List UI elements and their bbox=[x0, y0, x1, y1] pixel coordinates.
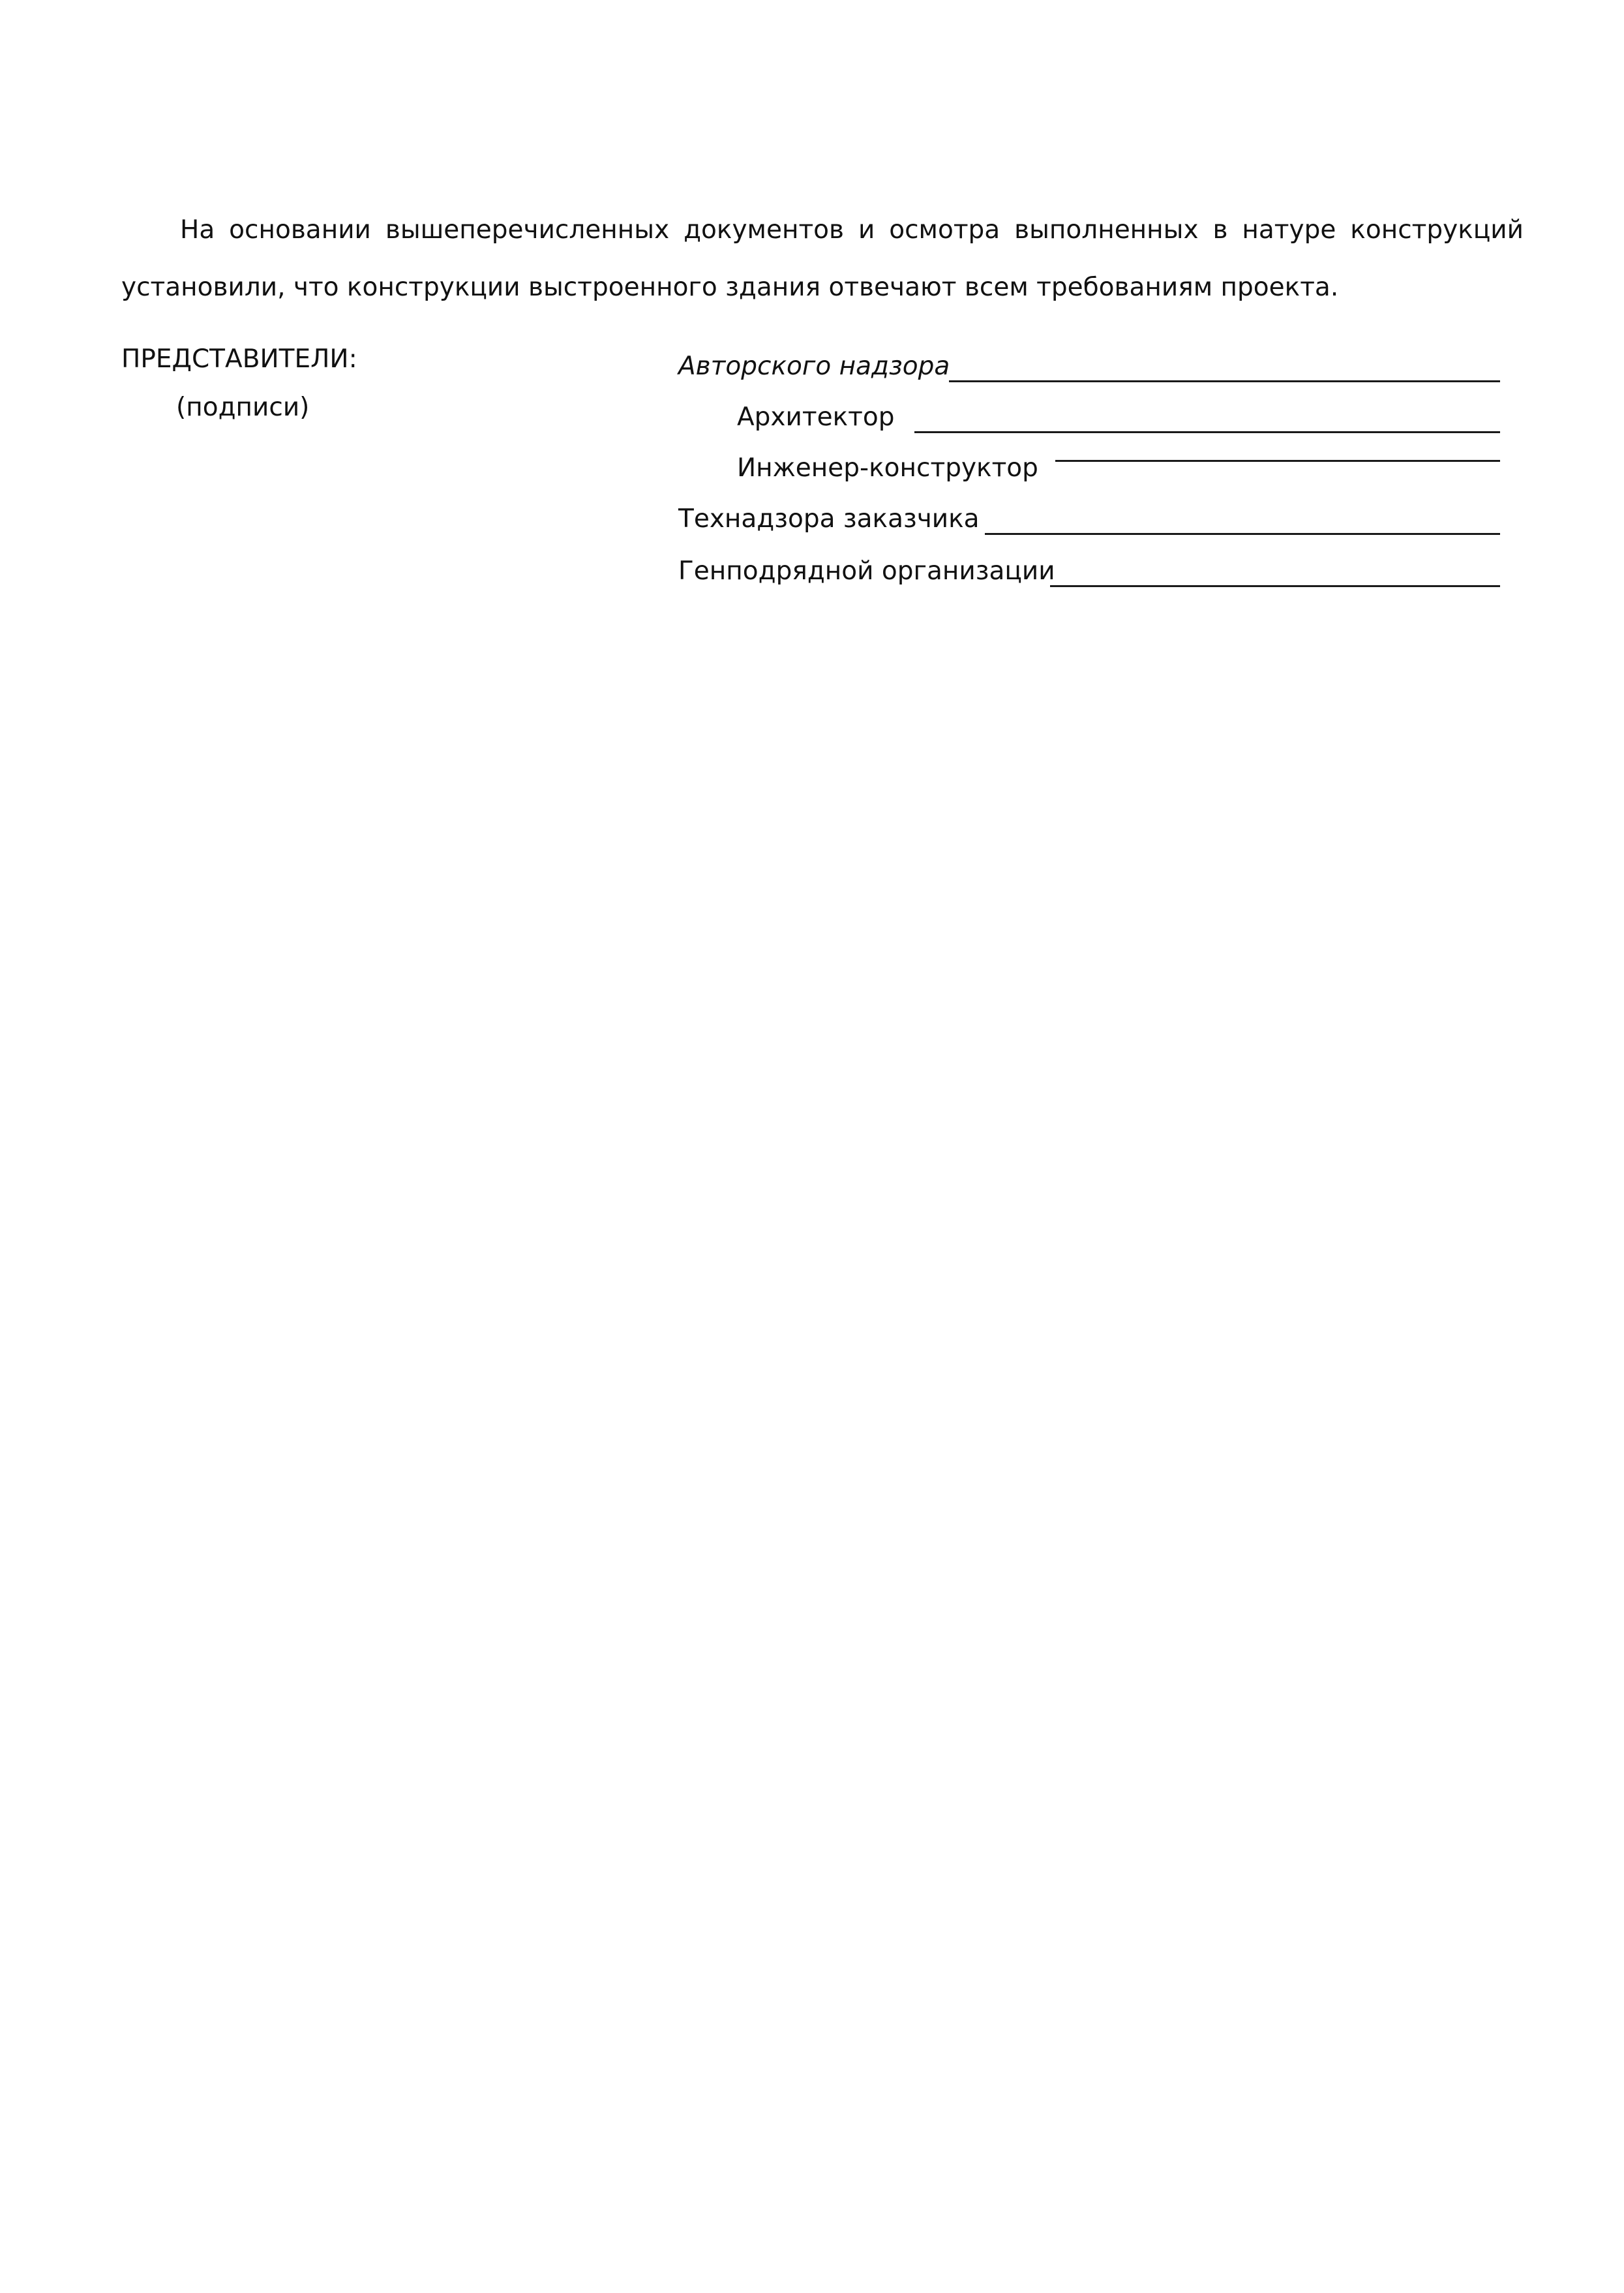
signature-row-author-supervision bbox=[678, 347, 1500, 386]
signature-line-customer-supervision[interactable] bbox=[985, 533, 1500, 535]
signature-label-customer-supervision: Технадзора заказчика bbox=[678, 504, 980, 534]
signature-row-general-contractor bbox=[678, 552, 1500, 591]
signature-line-structural-engineer[interactable] bbox=[1055, 460, 1500, 462]
signature-label-architect: Архитектор bbox=[737, 402, 895, 432]
signature-label-general-contractor: Генподрядной организации bbox=[678, 556, 1055, 586]
signature-row-architect bbox=[678, 398, 1500, 437]
signature-label-structural-engineer: Инженер-конструктор bbox=[737, 453, 1038, 483]
representatives-heading: ПРЕДСТАВИТЕЛИ: bbox=[121, 344, 357, 374]
signature-line-general-contractor[interactable] bbox=[1050, 585, 1500, 587]
signature-row-customer-supervision bbox=[678, 500, 1500, 539]
signatures-note: (подписи) bbox=[176, 393, 310, 422]
signature-line-architect[interactable] bbox=[914, 431, 1500, 433]
body-paragraph: На основании вышеперечисленных документов и осмотра выполненных в натуре конструкций установили, что конструкции выстроенного здания отвечают всем требованиям проекта. bbox=[121, 215, 1524, 302]
signature-row-structural-engineer bbox=[678, 449, 1500, 488]
signature-label-author-supervision: Авторского надзора bbox=[678, 352, 950, 381]
signature-line-author-supervision[interactable] bbox=[949, 380, 1500, 382]
